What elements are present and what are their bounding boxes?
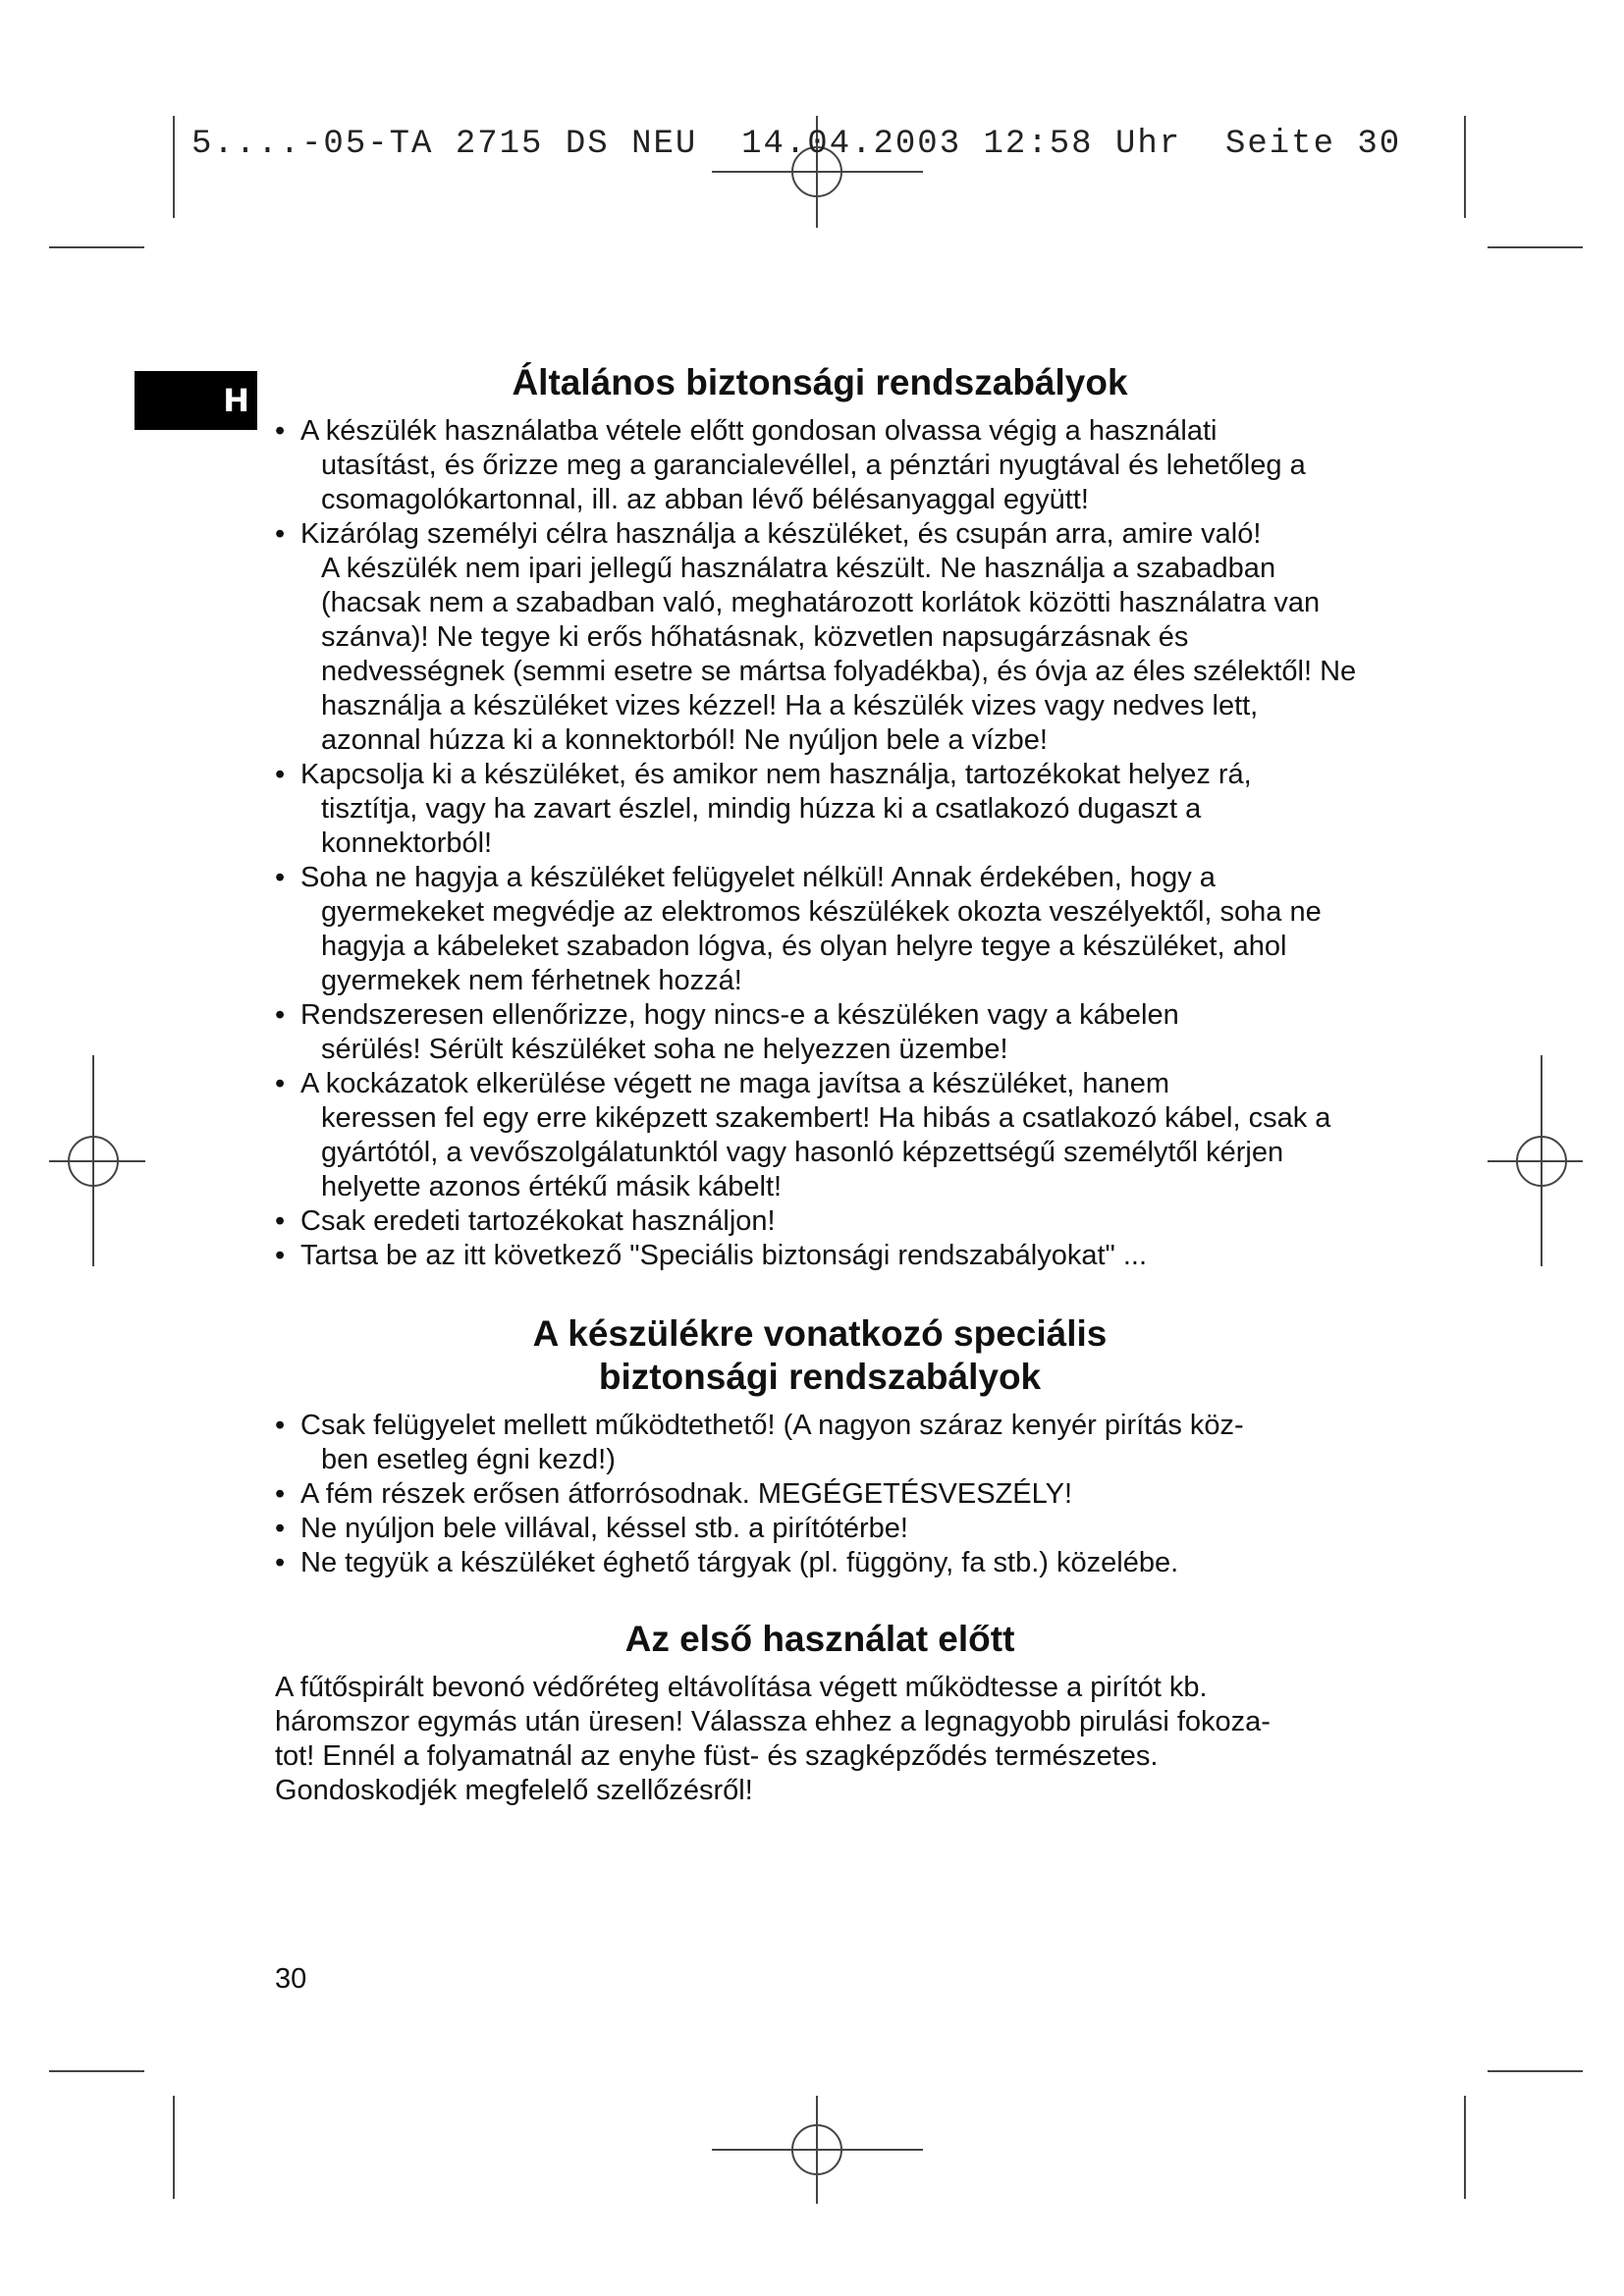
list-item: [275, 1546, 1365, 1580]
heading-line-1: A készülékre vonatkozó speciális: [532, 1313, 1108, 1354]
paragraph-line: Gondoskodjék megfelelő szellőzésről!: [275, 1775, 753, 1806]
language-tab: H: [135, 371, 257, 430]
item-first-line: Rendszeresen ellenőrizze, hogy nincs-e a készüléken vagy a kábelen: [300, 999, 1179, 1031]
item-first-line: Ne tegyük a készüléket éghető tárgyak (pl. függöny, fa stb.) közelébe.: [300, 1547, 1179, 1578]
item-first-line: Kapcsolja ki a készüléket, és amikor nem használja, tartozékokat helyez rá,: [300, 759, 1252, 790]
heading-line-2: biztonsági rendszabályok: [598, 1357, 1042, 1397]
left-registration-mark: [49, 1055, 145, 1266]
section-heading: [275, 1312, 1365, 1399]
list-item: [275, 1239, 1365, 1273]
bottom-registration-mark: [712, 2096, 923, 2204]
item-continuation: tisztítja, vagy ha zavart észlel, mindig húzza ki a csatlakozó dugaszt a konnektorból!: [321, 793, 1202, 859]
list-item: [275, 414, 1365, 517]
list-item: [275, 1409, 1365, 1477]
item-continuation: sérülés! Sérült készüléket soha ne helyezzen üzembe!: [321, 1034, 1008, 1065]
list-item: [275, 1477, 1365, 1512]
item-first-line: A kockázatok elkerülése végett ne maga javítsa a készüléket, hanem: [300, 1068, 1169, 1099]
paragraph-line: A fűtőspirált bevonó védőréteg eltávolítása végett működtesse a pirítót kb.: [275, 1672, 1208, 1703]
first-use-section: [275, 1618, 1365, 1808]
item-first-line: Tartsa be az itt következő "Speciális biztonsági rendszabályokat" ...: [300, 1240, 1148, 1271]
list-item: [275, 1204, 1365, 1239]
list-item: [275, 1067, 1365, 1204]
item-first-line: Csak felügyelet mellett működtethető! (A nagyon száraz kenyér pirítás köz-: [300, 1410, 1244, 1441]
item-continuation: ben esetleg égni kezd!): [321, 1444, 616, 1475]
right-registration-mark: [1488, 1055, 1583, 1266]
item-continuation: keressen fel egy erre kiképzett szakembert! Ha hibás a csatlakozó kábel, csak a gyártótól, a vevőszolgálatunktól vagy hasonló képzettségű személytől kérjen helyette azonos értékű másik kábelt!: [321, 1102, 1331, 1202]
page-number: 30: [275, 1963, 307, 1995]
item-continuation: gyermekeket megvédje az elektromos készülékek okozta veszélyektől, soha ne hagyja a kábeleket szabadon lógva, és olyan helyre tegye a készüléket, ahol gyermekek nem férhetnek hozzá!: [321, 896, 1322, 996]
item-first-line: Csak eredeti tartozékokat használjon!: [300, 1205, 776, 1237]
bullet-list: [275, 414, 1365, 1273]
paragraph-line: háromszor egymás után üresen! Válassza ehhez a legnagyobb pirulási fokoza-: [275, 1706, 1271, 1737]
first-use-paragraph: [275, 1671, 1365, 1808]
list-item: [275, 1512, 1365, 1546]
item-continuation: A készülék nem ipari jellegű használatra készült. Ne használja a szabadban (hacsak nem a szabadban való, meghatározott korlátok közötti használatra van szánva)! Ne tegye ki erős hőhatásnak, közvetlen napsugárzásnak és nedvességnek (semmi esetre se mártsa folyadékba), és óvja az éles szélektől! Ne használja a készüléket vizes kézzel! Ha a készülék vizes vagy nedves lett, azonnal húzza ki a konnektorból! Ne nyúljon bele a vízbe!: [321, 553, 1357, 756]
list-item: [275, 998, 1365, 1067]
list-item: [275, 758, 1365, 861]
item-first-line: A készülék használatba vétele előtt gondosan olvassa végig a használati: [300, 415, 1218, 447]
list-item: [275, 517, 1365, 758]
item-first-line: Ne nyúljon bele villával, késsel stb. a pirítótérbe!: [300, 1513, 908, 1544]
print-slug-line: 5....-05-TA 2715 DS NEU 14.04.2003 12:58 Uhr Seite 30: [191, 126, 1402, 163]
section-heading: Az első használat előtt: [624, 1619, 1015, 1659]
bullet-list: [275, 1409, 1365, 1580]
page-content: [275, 361, 1365, 1808]
paragraph-line: tot! Ennél a folyamatnál az enyhe füst- és szagképződés természetes.: [275, 1740, 1159, 1772]
item-first-line: A fém részek erősen átforrósodnak. MEGÉGETÉSVESZÉLY!: [300, 1478, 1073, 1510]
item-first-line: Soha ne hagyja a készüléket felügyelet nélkül! Annak érdekében, hogy a: [300, 862, 1216, 893]
special-safety-section: [275, 1312, 1365, 1580]
section-heading: Általános biztonsági rendszabályok: [512, 362, 1128, 402]
general-safety-section: [275, 361, 1365, 1273]
item-first-line: Kizárólag személyi célra használja a készüléket, és csupán arra, amire való!: [300, 518, 1262, 550]
item-continuation: utasítást, és őrizze meg a garancialevéllel, a pénztári nyugtával és lehetőleg a csomagolókartonnal, ill. az abban lévő bélésanyaggal együtt!: [321, 450, 1306, 515]
list-item: [275, 861, 1365, 998]
